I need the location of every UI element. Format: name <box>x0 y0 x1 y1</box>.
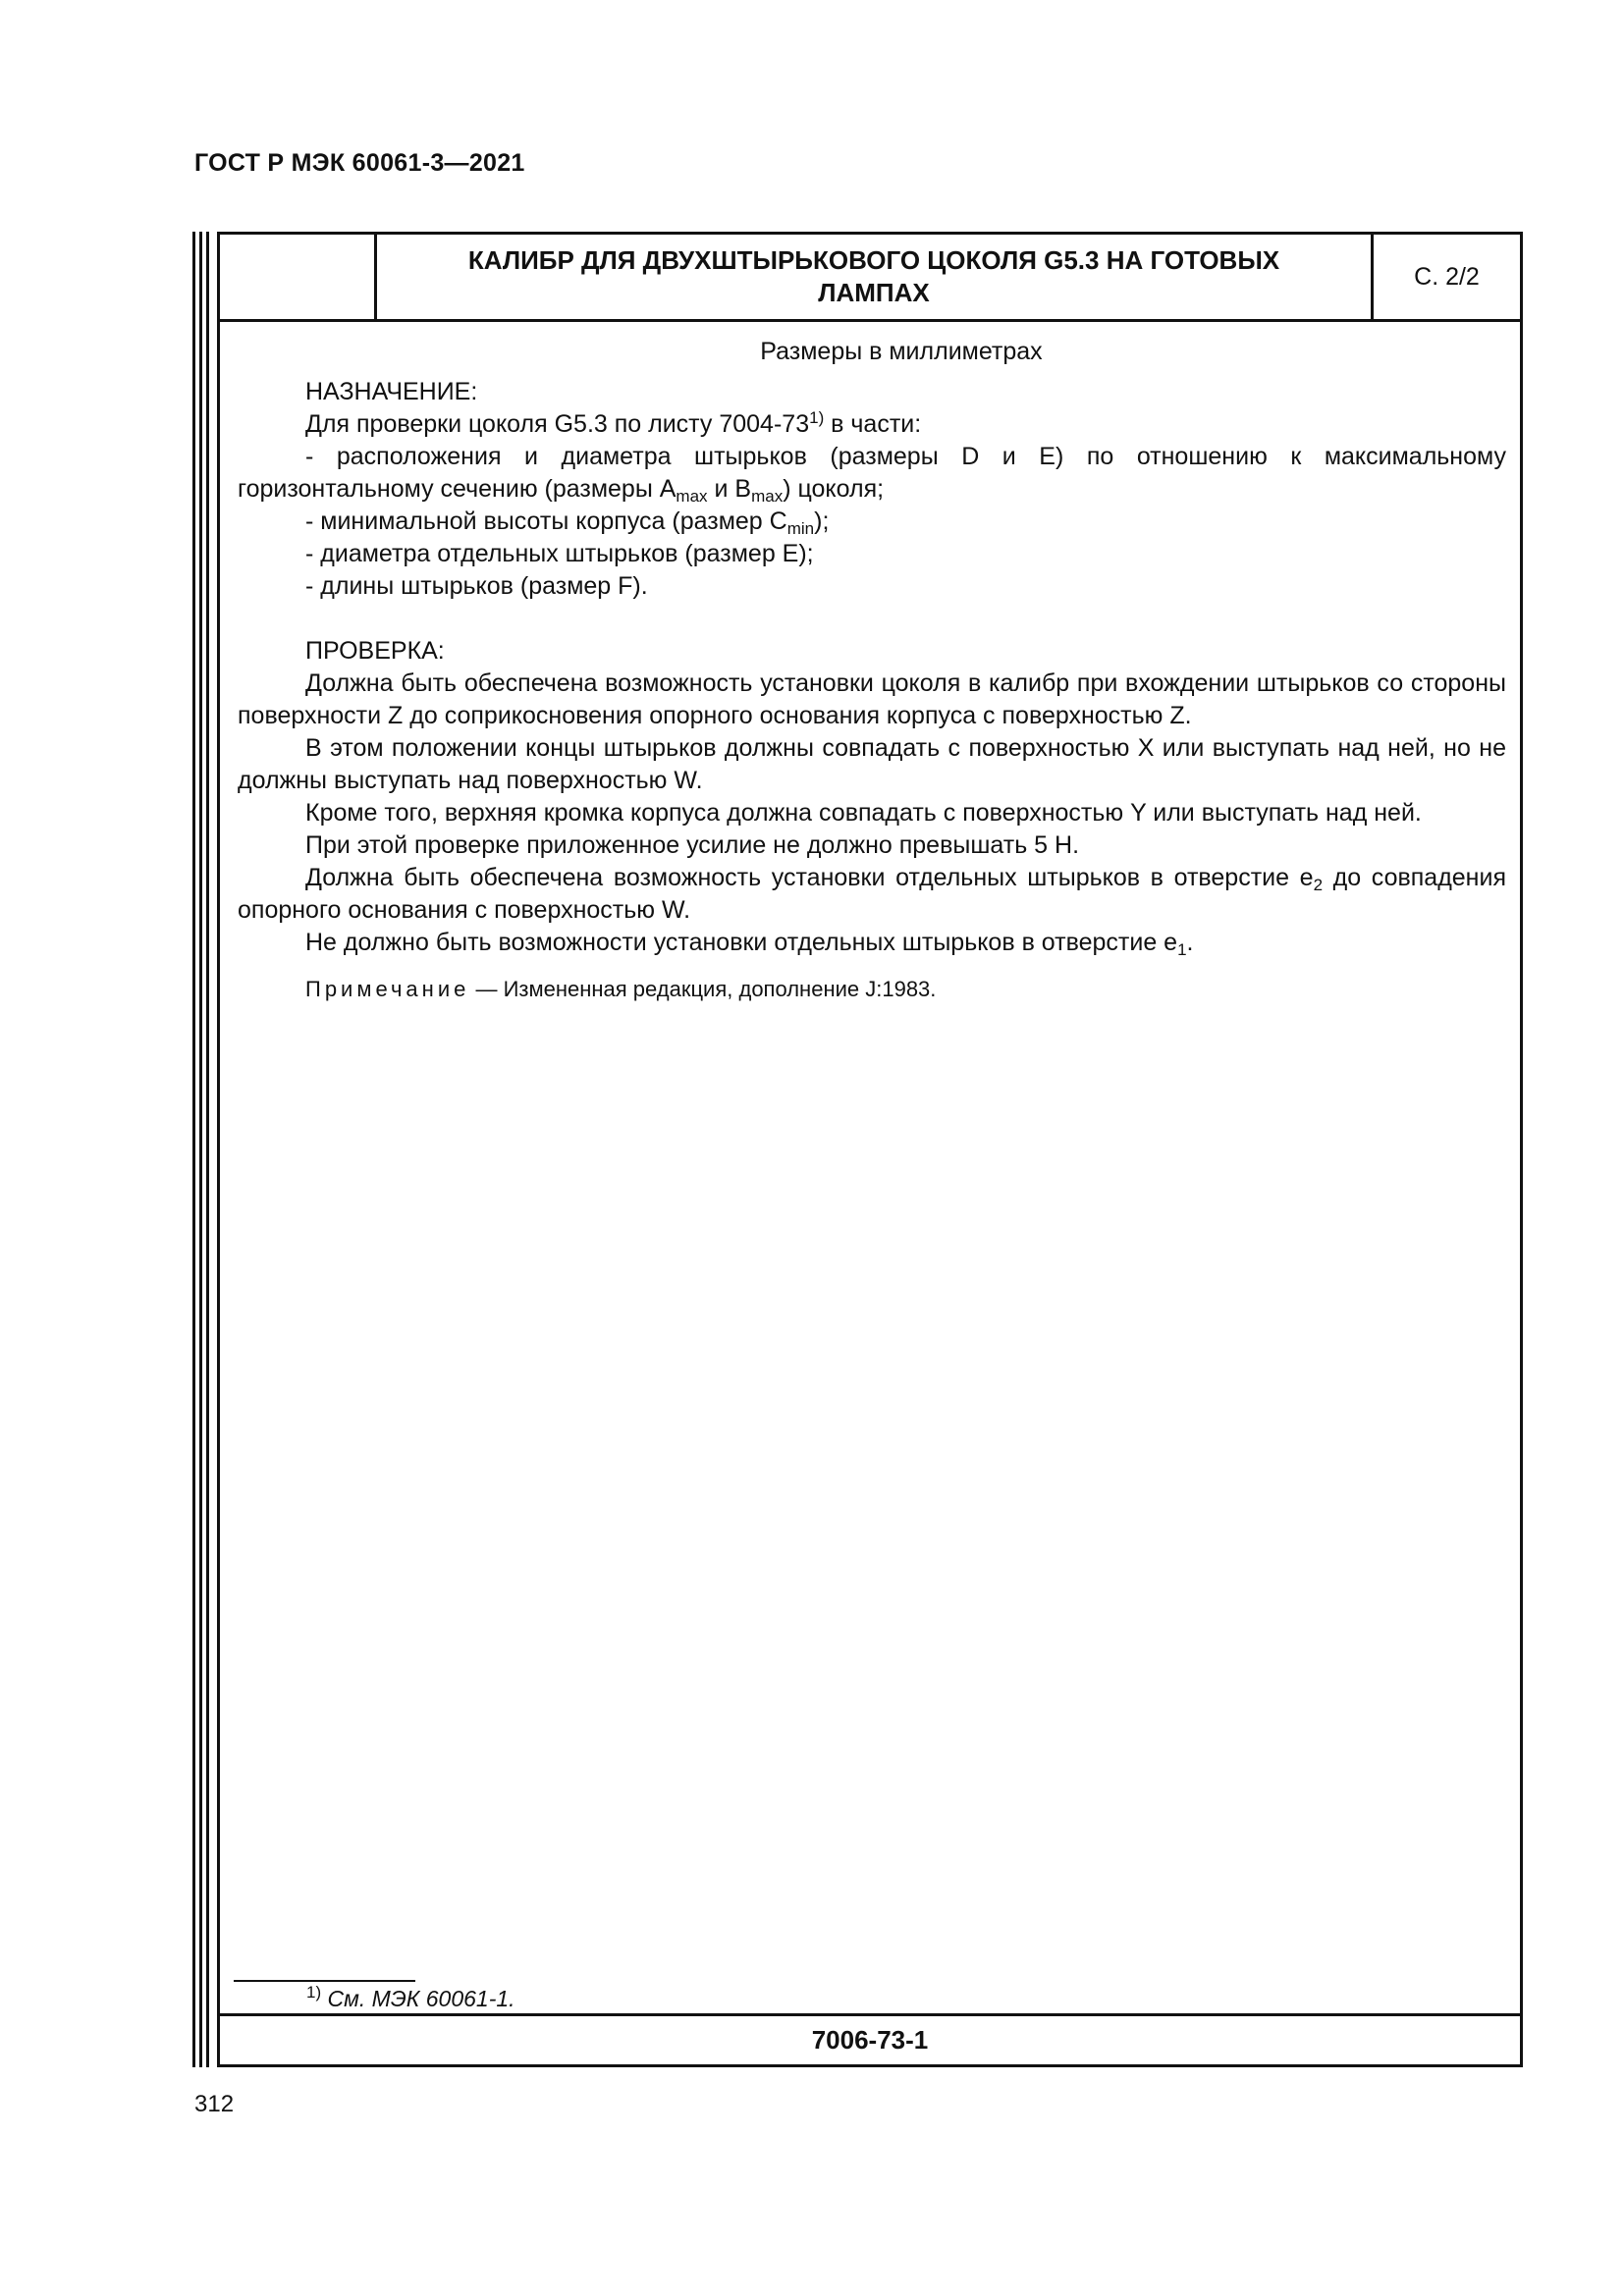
purpose-intro: Для проверки цоколя G5.3 по листу 7004-73$^{1)}$ в части: <box>305 408 922 438</box>
margin-line <box>199 232 202 2067</box>
page-number: 312 <box>194 2091 235 2117</box>
check-paragraph: В этом положении концы штырьков должны совпадать с поверхностью X или выступать над ней, но не должны выступать над поверхностью W. <box>238 734 1506 794</box>
page-reference: С. 2/2 <box>1371 235 1520 319</box>
check-paragraph: Должна быть обеспечена возможность установки цоколя в калибр при вхождении штырьков со стороны поверхности Z до соприкосновения опорного основания корпуса с поверхностью Z. <box>238 669 1506 729</box>
check-heading: ПРОВЕРКА: <box>305 637 445 665</box>
footnote: $^{1)}$ См. МЭК 60061-1. <box>306 1983 515 2011</box>
purpose-item: - диаметра отдельных штырьков (размер E); <box>305 540 814 567</box>
document-header: ГОСТ Р МЭК 60061-3—2021 <box>194 149 525 177</box>
margin-line <box>192 232 195 2067</box>
units-note: Размеры в миллиметрах <box>760 338 1043 365</box>
purpose-item: - минимальной высоты корпуса (размер $C_{min}$); <box>305 507 830 538</box>
check-paragraph: При этой проверке приложенное усилие не должно превышать 5 Н. <box>305 831 1080 859</box>
sheet-frame <box>217 232 1523 2067</box>
title-row <box>220 235 1520 322</box>
note: Примечание — Измененная редакция, дополнение J:1983. <box>305 977 937 1001</box>
sheet-body <box>238 336 1506 1005</box>
purpose-item: - расположения и диаметра штырьков (размеры D и E) по отношению к максимальному горизонтальному сечению (размеры $A_{max}$ и $B_{max}$) цоколя; <box>238 443 1506 506</box>
check-paragraph: Кроме того, верхняя кромка корпуса должна совпадать с поверхностью Y или выступать над ней. <box>305 799 1422 827</box>
purpose-item: - длины штырьков (размер F). <box>305 572 648 600</box>
sheet-title: КАЛИБР ДЛЯ ДВУХШТЫРЬКОВОГО ЦОКОЛЯ G5.3 НА ГОТОВЫХ ЛАМПАХ <box>467 245 1280 307</box>
margin-line <box>206 232 209 2067</box>
sheet-number: 7006-73-1 <box>220 2013 1520 2064</box>
check-paragraph: Должна быть обеспечена возможность установки отдельных штырьков в отверстие $e_2$ до совпадения опорного основания с поверхностью W. <box>238 864 1506 924</box>
check-paragraph: Не должно быть возможности установки отдельных штырьков в отверстие $e_1$. <box>305 929 1194 959</box>
footnote-separator <box>234 1980 415 1982</box>
footnote-ref: 1) <box>809 408 825 427</box>
title-blank-cell <box>220 235 377 319</box>
note-label: Примечание <box>305 977 470 1001</box>
purpose-heading: НАЗНАЧЕНИЕ: <box>305 378 478 405</box>
